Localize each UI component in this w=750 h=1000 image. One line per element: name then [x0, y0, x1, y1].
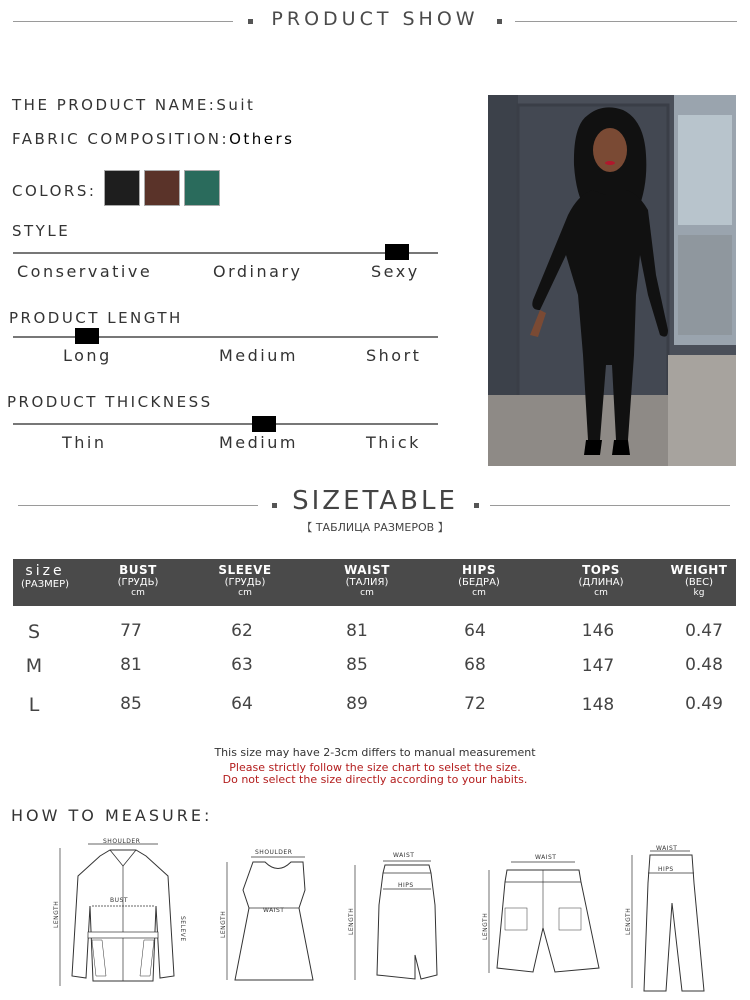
size-table-header [13, 559, 736, 606]
size-cell: S [27, 621, 41, 643]
dress-icon [213, 840, 328, 990]
product-name: THE PRODUCT NAME:Suit [12, 96, 256, 114]
header-rule-right [515, 21, 737, 22]
shorts-measure-diagram [475, 848, 615, 988]
header-hips [439, 563, 519, 598]
thickness-option-thin: Thin [62, 433, 107, 452]
header-sleeve-main: SLEEVE [218, 563, 272, 577]
header-weight-main: WEIGHT [670, 563, 728, 577]
color-swatch-black[interactable] [104, 170, 140, 206]
style-option-sexy: Sexy [371, 262, 420, 281]
fabric-label: FABRIC COMPOSITION: [12, 130, 230, 148]
header-sleeve-unit: cm [238, 588, 252, 598]
bust-cell: 81 [120, 655, 142, 675]
style-marker [385, 244, 409, 260]
colors-label: COLORS: [12, 182, 97, 200]
header-tops-ru: (ДЛИНА) [578, 577, 624, 588]
pants-length-label: LENGTH [625, 907, 632, 935]
how-to-measure-title: HOW TO MEASURE: [11, 806, 213, 825]
length-option-short: Short [366, 346, 422, 365]
pants-icon [620, 843, 725, 995]
thickness-scale-line [13, 423, 438, 425]
length-title: PRODUCT LENGTH [9, 309, 183, 327]
dress-waist-label: WAIST [263, 907, 285, 914]
header-bust-unit: cm [131, 588, 145, 598]
header-square-right [497, 19, 502, 24]
size-warning-line2: Do not select the size directly according to your habits. [222, 773, 528, 786]
header-waist-main: WAIST [344, 563, 390, 577]
jacket-bust-label: BUST [110, 897, 128, 904]
length-marker [75, 328, 99, 344]
header-weight-ru: (ВЕС) [685, 577, 713, 588]
thickness-marker [252, 416, 276, 432]
dress-length-label: LENGTH [220, 910, 227, 938]
style-option-conservative: Conservative [17, 262, 153, 281]
color-swatch-green[interactable] [184, 170, 220, 206]
model-illustration [488, 95, 736, 466]
bust-cell: 85 [120, 694, 142, 714]
dress-shoulder-label: SHOULDER [255, 849, 293, 856]
header-bust [98, 563, 178, 598]
skirt-length-label: LENGTH [348, 907, 355, 935]
dress-measure-diagram [213, 840, 328, 990]
hips-cell: 64 [464, 621, 486, 641]
shorts-icon [475, 848, 615, 988]
header-waist-ru: (ТАЛИЯ) [345, 577, 389, 588]
jacket-icon [48, 836, 198, 996]
header-waist [327, 563, 407, 598]
fabric-composition [12, 130, 294, 148]
header-size [13, 563, 77, 590]
waist-cell: 81 [346, 621, 368, 641]
weight-cell: 0.48 [685, 655, 723, 675]
pants-waist-label: WAIST [656, 845, 678, 852]
waist-cell: 89 [346, 694, 368, 714]
header-size-ru: (РАЗМЕР) [20, 579, 70, 590]
style-scale-line [13, 252, 438, 254]
jacket-sleeve-label: SELEVE [179, 916, 186, 942]
pants-hips-label: HIPS [658, 866, 674, 873]
page-title: PRODUCT SHOW [271, 8, 479, 30]
header-sleeve [205, 563, 285, 598]
weight-cell: 0.49 [685, 694, 723, 714]
header-size-main: size [25, 563, 65, 579]
pants-measure-diagram [620, 843, 725, 995]
header-weight [659, 563, 739, 598]
tops-cell: 147 [581, 656, 615, 676]
header-bust-ru: (ГРУДЬ) [117, 577, 159, 588]
sleeve-cell: 63 [231, 655, 253, 675]
sizetable-title: SIZETABLE [292, 486, 458, 516]
header-bust-main: BUST [119, 563, 157, 577]
measurement-note: This size may have 2-3cm differs to manual measurement [214, 746, 536, 759]
thickness-option-medium: Medium [219, 433, 298, 452]
size-cell: M [25, 655, 43, 677]
color-swatch-brown[interactable] [144, 170, 180, 206]
style-title: STYLE [12, 222, 71, 240]
header-hips-main: HIPS [462, 563, 496, 577]
size-cell: L [28, 694, 40, 716]
weight-cell: 0.47 [685, 621, 723, 641]
header-weight-unit: kg [693, 588, 705, 598]
sizetable-square-right [474, 503, 479, 508]
bust-cell: 77 [120, 621, 142, 641]
sleeve-cell: 64 [231, 694, 253, 714]
fabric-value: Others [229, 130, 295, 148]
header-tops [561, 563, 641, 598]
size-warning [0, 762, 750, 786]
size-warning-line1: Please strictly follow the size chart to selset the size. [229, 761, 521, 774]
tops-cell: 148 [581, 695, 615, 715]
shorts-length-label: LENGTH [482, 912, 489, 940]
length-option-long: Long [63, 346, 112, 365]
jacket-shoulder-label: SHOULDER [103, 838, 141, 845]
skirt-waist-label: WAIST [393, 852, 415, 859]
product-photo [488, 95, 736, 466]
thickness-option-thick: Thick [366, 433, 421, 452]
hips-cell: 68 [464, 655, 486, 675]
shorts-waist-label: WAIST [535, 854, 557, 861]
style-option-ordinary: Ordinary [213, 262, 303, 281]
header-sleeve-ru: (ГРУДЬ) [224, 577, 266, 588]
header-tops-main: TOPS [582, 563, 620, 577]
jacket-measure-diagram [48, 836, 198, 996]
skirt-hips-label: HIPS [398, 882, 414, 889]
jacket-length-label: LENGTH [53, 900, 60, 928]
header-hips-unit: cm [472, 588, 486, 598]
sleeve-cell: 62 [231, 621, 253, 641]
length-option-medium: Medium [219, 346, 298, 365]
sizetable-subtitle: 【 ТАБЛИЦА РАЗМЕРОВ 】 [301, 521, 449, 534]
header-hips-ru: (БЕДРА) [458, 577, 500, 588]
tops-cell: 146 [581, 621, 615, 641]
thickness-title: PRODUCT THICKNESS [7, 393, 213, 411]
skirt-icon [343, 845, 453, 995]
header-waist-unit: cm [360, 588, 374, 598]
sizetable-rule-right [490, 505, 730, 506]
header-tops-unit: cm [594, 588, 608, 598]
hips-cell: 72 [464, 694, 486, 714]
skirt-measure-diagram [343, 845, 453, 995]
waist-cell: 85 [346, 655, 368, 675]
